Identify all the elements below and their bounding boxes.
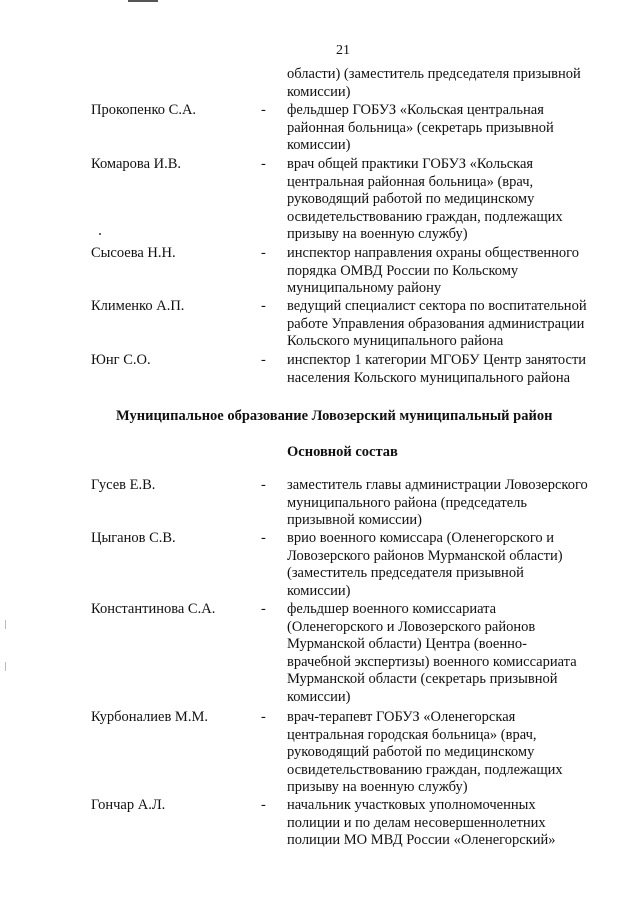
member-name: Юнг С.О. bbox=[91, 352, 151, 368]
scan-margin-mark bbox=[5, 662, 6, 671]
member-role: области) (заместитель председателя призывной комиссии) bbox=[287, 66, 581, 100]
member-role: фельдшер ГОБУЗ «Кольская центральная районная больница» (секретарь призывной комиссии) bbox=[287, 102, 554, 153]
member-role: начальник участковых уполномоченных полиции и по делам несовершеннолетних полиции МО МВД России «Оленегорский» bbox=[287, 797, 556, 848]
member-role: фельдшер военного комиссариата (Оленегорского и Ловозерского районов Мурманской области) Центра (военно- врачебной экспертизы) военного комиссариата Мурманской области (секретарь призывной комиссии) bbox=[287, 601, 577, 705]
composition-heading: Основной состав bbox=[287, 444, 398, 460]
member-dash: - bbox=[261, 797, 266, 813]
member-role: врач общей практики ГОБУЗ «Кольская центральная районная больница» (врач, руководящий работой по медицинскому освидетельствованию граждан, подлежащих призыву на военную службу) bbox=[287, 156, 563, 242]
member-dash: - bbox=[261, 709, 266, 725]
member-role: инспектор 1 категории МГОБУ Центр занятости населения Кольского муниципального района bbox=[287, 352, 587, 386]
member-name: Гусев Е.В. bbox=[91, 477, 156, 493]
scan-margin-mark bbox=[5, 620, 6, 629]
member-dash: - bbox=[261, 601, 266, 617]
member-dash: - bbox=[261, 245, 266, 261]
member-role: инспектор направления охраны общественного порядка ОМВД России по Кольскому муниципальному району bbox=[287, 245, 579, 296]
member-name: Гончар А.Л. bbox=[91, 797, 166, 813]
member-role: заместитель главы администрации Ловозерского муниципального района (председатель призывной комиссии) bbox=[287, 477, 588, 528]
member-name: Константинова С.А. bbox=[91, 601, 216, 617]
member-name: Клименко А.П. bbox=[91, 298, 185, 314]
member-dash: - bbox=[261, 477, 266, 493]
member-name: Цыганов С.В. bbox=[91, 530, 176, 546]
member-dash: - bbox=[261, 530, 266, 546]
member-role: врач-терапевт ГОБУЗ «Оленегорская центральная городская больница» (врач, руководящий работой по медицинскому освидетельствованию граждан, подлежащих призыву на военную службу) bbox=[287, 709, 563, 795]
scan-speck bbox=[99, 233, 101, 235]
municipality-heading: Муниципальное образование Ловозерский муниципальный район bbox=[116, 408, 553, 424]
member-dash: - bbox=[261, 298, 266, 314]
member-name: Сысоева Н.Н. bbox=[91, 245, 176, 261]
member-name: Курбоналиев М.М. bbox=[91, 709, 208, 725]
member-name: Комарова И.В. bbox=[91, 156, 182, 172]
member-role: врио военного комиссара (Оленегорского и Ловозерского районов Мурманской области) (заместитель председателя призывной комиссии) bbox=[287, 530, 563, 599]
member-dash: - bbox=[261, 352, 266, 368]
member-dash: - bbox=[261, 156, 266, 172]
member-dash: - bbox=[261, 102, 266, 118]
member-name: Прокопенко С.А. bbox=[91, 102, 197, 118]
scan-mark bbox=[128, 0, 158, 2]
member-role: ведущий специалист сектора по воспитательной работе Управления образования администрации Кольского муниципального района bbox=[287, 298, 587, 349]
page-number: 21 bbox=[336, 43, 350, 58]
